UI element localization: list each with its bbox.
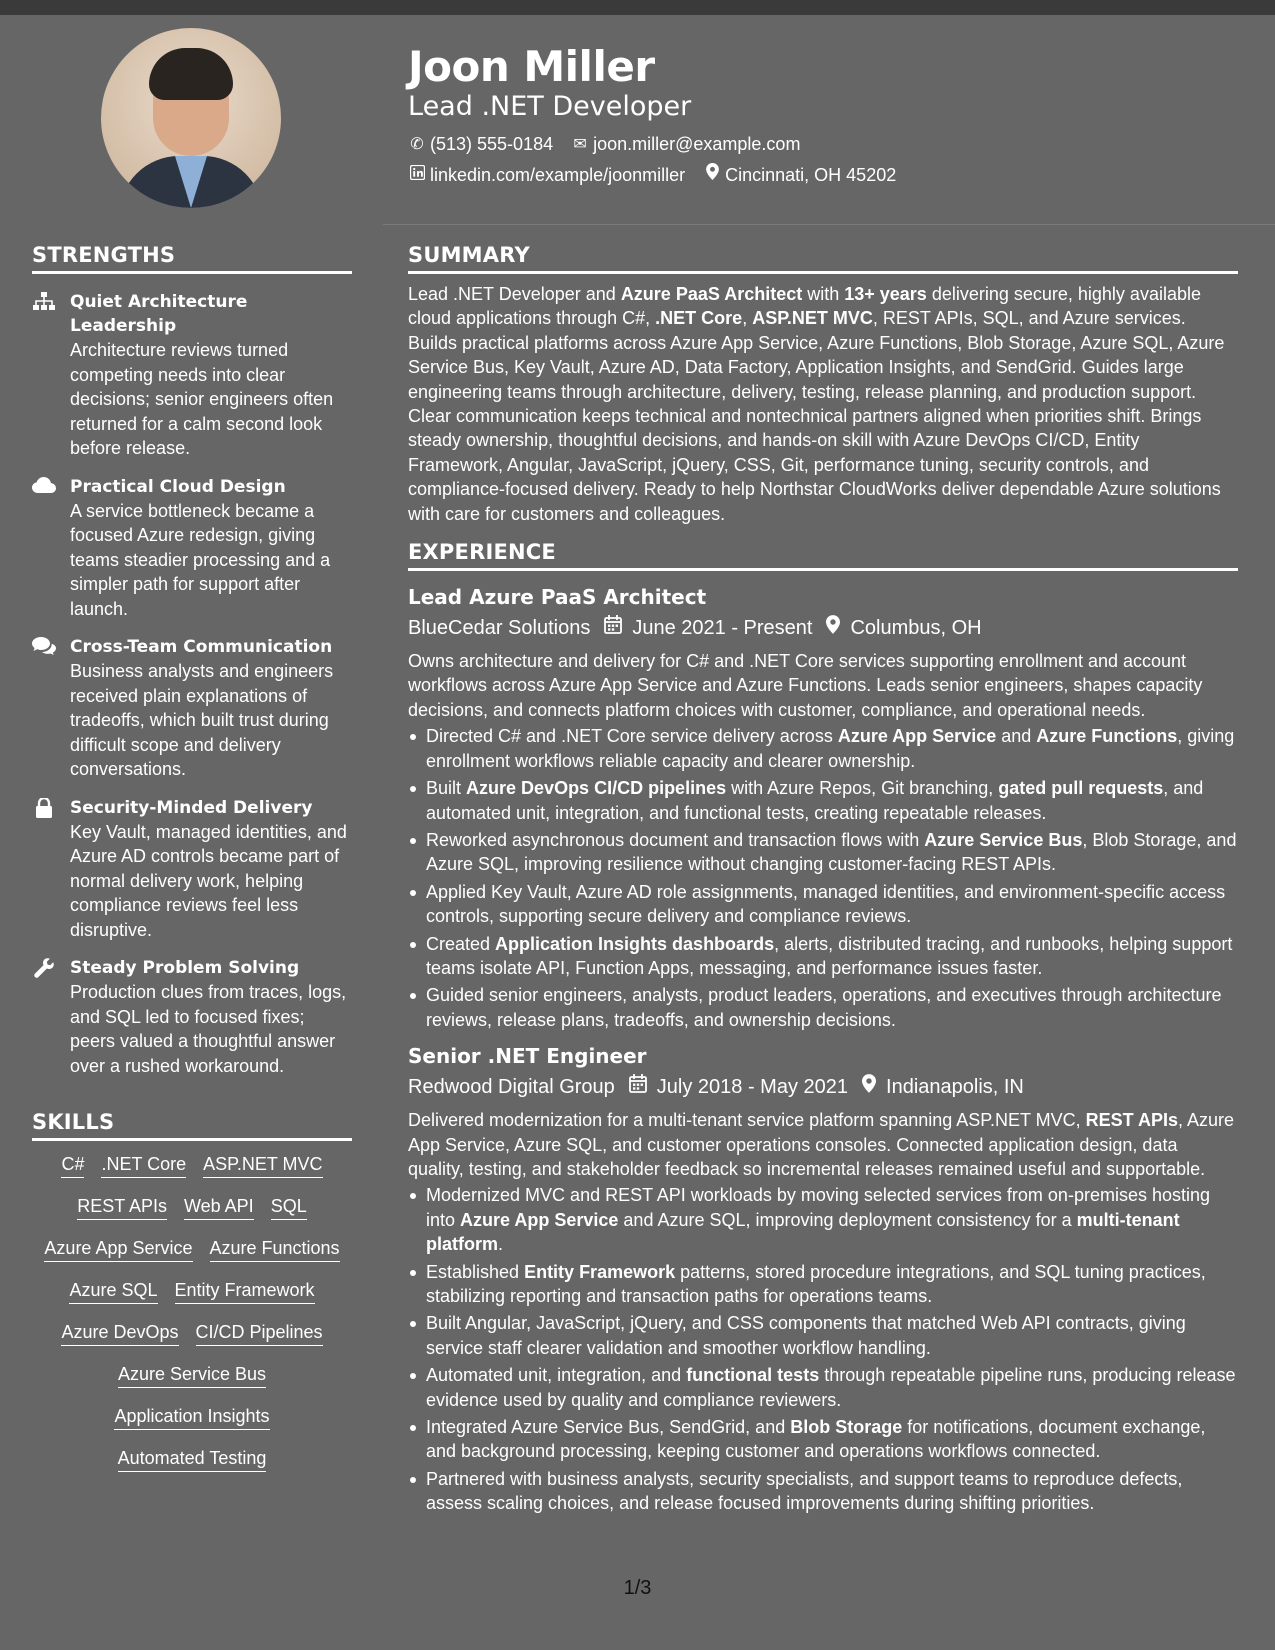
job-bullets xyxy=(408,1183,1238,1515)
contact-linkedin[interactable] xyxy=(408,160,685,191)
bullet-item: Created Application Insights dashboards, alerts, distributed tracing, and runbooks, helping support teams isolate API, Function Apps, messaging, and performance issues faster. xyxy=(408,932,1238,981)
calendar-icon xyxy=(604,613,622,643)
contact-email[interactable] xyxy=(571,129,800,160)
job-meta xyxy=(408,1072,1238,1102)
map-pin-icon xyxy=(703,160,721,191)
job-company: BlueCedar Solutions xyxy=(408,617,591,640)
page-number: 1/3 xyxy=(623,1577,652,1599)
job-dates: July 2018 - May 2021 xyxy=(656,1076,849,1099)
strength-description: Key Vault, managed identities, and Azure AD controls became part of normal delivery work, helping compliance reviews feel less disruptive. xyxy=(70,821,347,940)
email-text: joon.miller@example.com xyxy=(593,134,801,154)
candidate-title: Lead .NET Developer xyxy=(408,91,692,122)
skill-tag: ASP.NET MVC xyxy=(203,1153,322,1178)
job-role: Lead Azure PaaS Architect xyxy=(408,585,707,610)
skills-section xyxy=(32,1110,352,1472)
bullet-item: Integrated Azure Service Bus, SendGrid, and Blob Storage for notifications, document exchange, and background processing, keeping customer and operations workflows connected. xyxy=(408,1415,1238,1464)
phone-text: (513) 555-0184 xyxy=(430,134,554,154)
bullet-item: Established Entity Framework patterns, stored procedure integrations, and SQL tuning practices, stabilizing reporting and transaction paths for operations teams. xyxy=(408,1260,1238,1309)
sitemap-icon xyxy=(32,292,56,312)
strength-title: Practical Cloud Design xyxy=(70,476,286,497)
skill-tag: C# xyxy=(61,1153,84,1178)
contact-phone[interactable] xyxy=(408,129,553,160)
job-bullets xyxy=(408,724,1238,1032)
comments-icon xyxy=(32,637,56,657)
map-pin-icon xyxy=(826,613,840,643)
skill-tag: Web API xyxy=(184,1195,254,1220)
strength-description: Architecture reviews turned competing needs into clear decisions; senior engineers often returned for a calm second look before release. xyxy=(70,340,334,458)
summary-text: Lead .NET Developer and Azure PaaS Architect with 13+ years delivering secure, highly available cloud applications through C#, .NET Core, ASP.NET MVC, REST APIs, SQL, and Azure services. Builds practical platforms across Azure App Service, Azure Functions, Blob Storage, Azure SQL, Azure Service Bus, Key Vault, Azure AD, Data Factory, Application Insights, and SendGrid. Guides large engineering teams through architecture, delivery, testing, release planning, and production support. Clear communication keeps technical and nontechnical partners aligned when priorities shift. Brings steady ownership, thoughtful decisions, and hands-on skill with Azure DevOps CI/CD, Entity Framework, Angular, JavaScript, jQuery, CSS, Git, performance tuning, security controls, and compliance-focused delivery. Ready to help Northstar CloudWorks deliver dependable Azure solutions with care for customers and colleagues. xyxy=(408,284,1225,524)
resume-header xyxy=(408,41,1238,191)
strength-item xyxy=(32,796,352,943)
phone-icon: ✆ xyxy=(410,136,424,153)
job-description: Delivered modernization for a multi-tenant service platform spanning ASP.NET MVC, REST APIs, Azure App Service, Azure SQL, and customer operations consoles. Connected application design, data quality, testing, and stakeholder feedback so incremental releases remained useful and supportable. xyxy=(408,1110,1235,1179)
bullet-item: Partnered with business analysts, security specialists, and support teams to reproduce defects, assess scaling choices, and release focused improvements during shifting priorities. xyxy=(408,1467,1238,1516)
linkedin-icon xyxy=(408,160,426,191)
contact-location xyxy=(703,160,896,191)
strength-item xyxy=(32,475,352,622)
skill-tag: Azure Functions xyxy=(210,1237,340,1262)
strength-item xyxy=(32,956,352,1078)
job-location: Indianapolis, IN xyxy=(886,1076,1024,1099)
job-location: Columbus, OH xyxy=(850,617,982,640)
skill-tag: REST APIs xyxy=(77,1195,167,1220)
bullet-item: Reworked asynchronous document and transaction flows with Azure Service Bus, Blob Storage, and Azure SQL, improving resilience without changing customer-facing REST APIs. xyxy=(408,828,1238,877)
skill-tag: CI/CD Pipelines xyxy=(196,1321,323,1346)
strength-description: A service bottleneck became a focused Azure redesign, giving teams steadier processing and a simpler path for support after launch. xyxy=(70,500,331,619)
skills-heading: SKILLS xyxy=(32,1110,352,1141)
skill-tag: Azure SQL xyxy=(69,1279,157,1304)
skill-tag: Azure DevOps xyxy=(61,1321,178,1346)
bullet-item: Directed C# and .NET Core service delivery across Azure App Service and Azure Functions, giving enrollment workflows reliable capacity and clearer ownership. xyxy=(408,724,1238,773)
main-content xyxy=(408,243,1238,1519)
job-dates: June 2021 - Present xyxy=(632,617,813,640)
envelope-icon: ✉ xyxy=(573,136,587,153)
summary-heading: SUMMARY xyxy=(408,243,1238,274)
wrench-icon xyxy=(32,958,56,978)
skill-tag: Automated Testing xyxy=(118,1447,267,1472)
skill-tag: Application Insights xyxy=(114,1405,269,1430)
job-meta xyxy=(408,613,1238,643)
top-bar xyxy=(0,0,1275,15)
bullet-item: Applied Key Vault, Azure AD role assignments, managed identities, and environment-specific access controls, supporting secure delivery and compliance reviews. xyxy=(408,880,1238,929)
job-entry xyxy=(408,1042,1238,1516)
strengths-list xyxy=(32,290,352,1078)
skills-list xyxy=(32,1153,352,1472)
job-company: Redwood Digital Group xyxy=(408,1076,615,1099)
strength-item xyxy=(32,290,352,461)
skill-tag: Entity Framework xyxy=(175,1279,315,1304)
bullet-item: Built Azure DevOps CI/CD pipelines with Azure Repos, Git branching, gated pull requests, and automated unit, integration, and functional tests, creating repeatable releases. xyxy=(408,776,1238,825)
contact-info xyxy=(408,129,1238,191)
location-text: Cincinnati, OH 45202 xyxy=(725,165,897,185)
bullet-item: Modernized MVC and REST API workloads by moving selected services from on-premises hosting into Azure App Service and Azure SQL, improving deployment consistency for a multi-tenant platform. xyxy=(408,1183,1238,1256)
cloud-icon xyxy=(32,477,56,497)
skill-tag: Azure App Service xyxy=(44,1237,192,1262)
job-entry xyxy=(408,583,1238,1032)
lock-icon xyxy=(32,798,56,818)
job-role: Senior .NET Engineer xyxy=(408,1044,647,1069)
strengths-heading: STRENGTHS xyxy=(32,243,352,274)
resume-page xyxy=(0,15,1275,1650)
header-divider xyxy=(383,224,1275,225)
strength-title: Security-Minded Delivery xyxy=(70,797,313,818)
experience-heading: EXPERIENCE xyxy=(408,540,1238,571)
map-pin-icon xyxy=(862,1072,876,1102)
skill-tag: Azure Service Bus xyxy=(118,1363,266,1388)
strength-item xyxy=(32,635,352,782)
experience-list xyxy=(408,583,1238,1516)
strength-title: Cross-Team Communication xyxy=(70,637,333,657)
bullet-item: Guided senior engineers, analysts, product leaders, operations, and executives through architecture reviews, release plans, tradeoffs, and ownership decisions. xyxy=(408,983,1238,1032)
strength-description: Production clues from traces, logs, and SQL led to focused fixes; peers valued a thoughtful answer over a rushed workaround. xyxy=(70,982,347,1076)
candidate-name: Joon Miller xyxy=(408,42,655,91)
profile-photo xyxy=(101,28,281,208)
skill-tag: .NET Core xyxy=(101,1153,186,1178)
strengths-section xyxy=(32,243,352,1078)
strength-title: Steady Problem Solving xyxy=(70,958,300,978)
calendar-icon xyxy=(629,1072,647,1102)
skill-tag: SQL xyxy=(271,1195,307,1220)
linkedin-text: linkedin.com/example/joonmiller xyxy=(430,165,686,185)
bullet-item: Built Angular, JavaScript, jQuery, and CSS components that matched Web API contracts, giving service staff clearer validation and smoother workflow handling. xyxy=(408,1311,1238,1360)
bullet-item: Automated unit, integration, and functional tests through repeatable pipeline runs, producing release evidence used by quality and compliance reviewers. xyxy=(408,1363,1238,1412)
strength-title: Quiet Architecture Leadership xyxy=(70,292,248,336)
job-description: Owns architecture and delivery for C# and .NET Core services supporting enrollment and account workflows across Azure App Service and Azure Functions. Leads senior engineers, shapes capacity decisions, and connects platform choices with customer, compliance, and operational needs. xyxy=(408,651,1203,720)
strength-description: Business analysts and engineers received plain explanations of tradeoffs, which built trust during difficult scope and delivery conversations. xyxy=(70,661,334,779)
